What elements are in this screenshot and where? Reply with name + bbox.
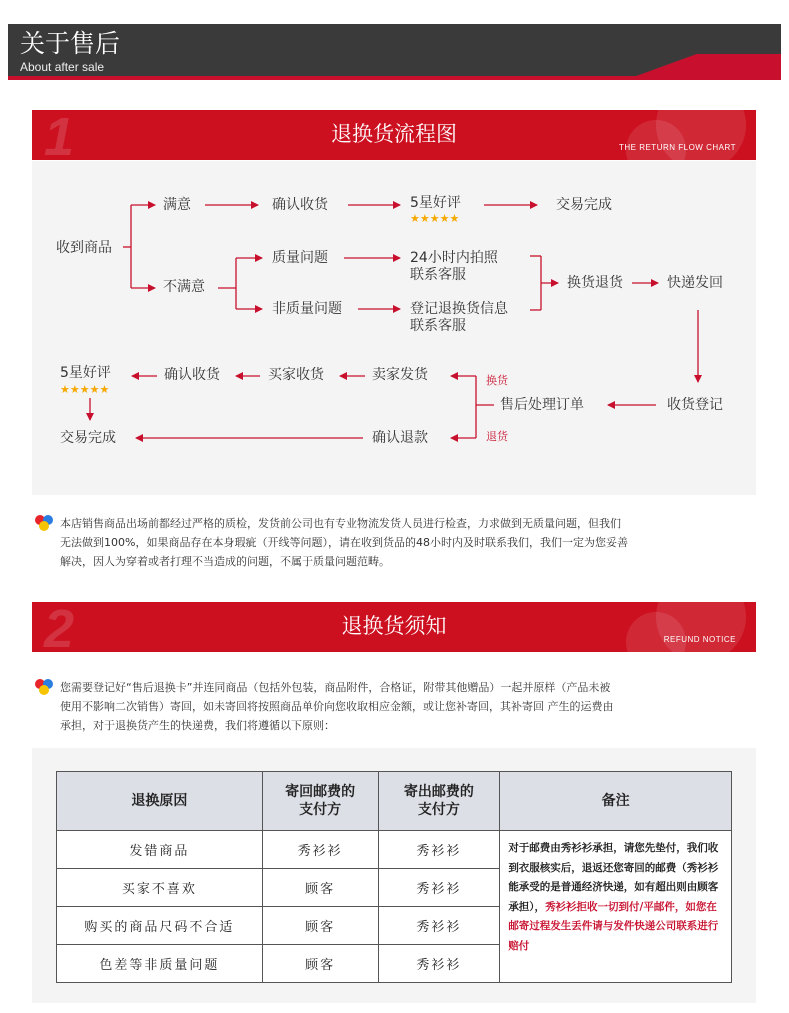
flow-node-express-back: 快递发回: [667, 275, 723, 291]
flow-node-quality-issue: 质量问题: [272, 250, 328, 266]
cell-reason: 色差等非质量问题: [57, 945, 263, 983]
quality-note-line: 本店销售商品出场前都经过严格的质检，发货前公司也有专业物流发货人员进行检查，力求做到无质量问题，但我们: [60, 517, 621, 530]
cell-return-payer: 秀衫衫: [262, 831, 378, 869]
cell-remark: [500, 831, 732, 983]
flow-node-non-quality-issue: 非质量问题: [272, 301, 342, 317]
color-dots-icon: [34, 514, 54, 532]
flow-node-receive-register: 收货登记: [667, 397, 723, 413]
cell-send-payer: 秀衫衫: [378, 907, 500, 945]
flow-node-exchange-return: 换货退货: [567, 275, 623, 291]
flow-tag-refund: 退货: [486, 430, 508, 443]
cell-send-payer: 秀衫衫: [378, 869, 500, 907]
page-subtitle: About after sale: [20, 60, 105, 74]
postage-table: [56, 771, 732, 983]
cell-send-payer: 秀衫衫: [378, 945, 500, 983]
flow-node-satisfied: 满意: [163, 197, 191, 213]
page-title: 关于售后: [20, 29, 121, 58]
flow-node-unsatisfied: 不满意: [163, 279, 205, 295]
flow-node-confirm-receipt-2: 确认收货: [164, 367, 220, 383]
return-card-note-line: 承担，对于退换货产生的快递费，我们将遵循以下原则：: [60, 719, 335, 732]
section-title: 退换货须知: [341, 614, 447, 638]
flow-node-register: 登记退换货信息: [410, 301, 508, 317]
header-send-fee: [378, 772, 500, 831]
header-return-fee: [262, 772, 378, 831]
quality-note-line: 无法做到100%，如果商品存在本身瑕疵（开线等问题），请在收到货品的48小时内及时联系我们，我们一定为您妥善: [60, 536, 628, 549]
flow-node-deal-done: 交易完成: [556, 197, 612, 213]
color-dots-icon: [34, 678, 54, 696]
table-row: [57, 831, 732, 869]
section-banner-notice: [32, 602, 756, 652]
cell-return-payer: 顾客: [262, 907, 378, 945]
flow-node-deal-done-2: 交易完成: [60, 430, 116, 446]
cell-reason: 购买的商品尺码不合适: [57, 907, 263, 945]
cell-send-payer: 秀衫衫: [378, 831, 500, 869]
section-number: 1: [44, 110, 75, 160]
cell-reason: 发错商品: [57, 831, 263, 869]
section-subtitle: REFUND NOTICE: [663, 635, 736, 644]
quality-note: [60, 514, 628, 571]
section-subtitle: THE RETURN FLOW CHART: [618, 143, 736, 152]
header-send-fee-line: 支付方: [417, 802, 460, 818]
flow-node-buyer-receive: 买家收货: [268, 367, 324, 383]
section-title: 退换货流程图: [331, 122, 457, 146]
header-send-fee-line: 寄出邮费的: [403, 784, 474, 800]
remark-text: 对于邮费由秀衫衫承担，请您先垫付，我们收到衣服核实后，退返还您寄回的邮费（秀衫衫能承受的是普通经济快递，如有超出则由顾客承担），: [508, 842, 719, 913]
cell-return-payer: 顾客: [262, 945, 378, 983]
header-return-fee-line: 寄回邮费的: [285, 784, 356, 800]
header-return-fee-line: 支付方: [299, 802, 342, 818]
flow-node-five-star: 5星好评: [410, 195, 461, 211]
header-reason: 退换原因: [57, 772, 263, 831]
flow-node-register-contact: 联系客服: [410, 318, 466, 334]
rating-stars: ★★★★★: [410, 212, 460, 225]
flow-node-receive: 收到商品: [56, 240, 112, 256]
cell-return-payer: 顾客: [262, 869, 378, 907]
flow-node-after-sale-order: 售后处理订单: [500, 397, 584, 413]
return-card-note-line: 使用不影响二次销售）寄回，如未寄回将按照商品单价向您收取相应金额，或让您补寄回，其补寄回 产生的运费由: [60, 700, 614, 713]
flow-node-photo: 24小时内拍照: [410, 250, 498, 266]
header-remark: 备注: [500, 772, 732, 831]
flow-node-seller-ship: 卖家发货: [372, 367, 428, 383]
cell-reason: 买家不喜欢: [57, 869, 263, 907]
section-number: 2: [44, 602, 75, 652]
flow-node-confirm-refund: 确认退款: [372, 430, 428, 446]
return-card-note: [60, 678, 614, 735]
flow-node-five-star-2: 5星好评: [60, 365, 111, 381]
quality-note-line: 解决，因人为穿着或者打理不当造成的问题，不属于质量问题范畴。: [60, 555, 390, 568]
table-header-row: [57, 772, 732, 831]
remark-warning: 秀衫衫拒收一切到付/平邮件，如您在邮寄过程发生丢件请与发件快递公司联系进行赔付: [508, 900, 719, 952]
rating-stars-2: ★★★★★: [60, 383, 110, 396]
flow-node-photo-contact: 联系客服: [410, 267, 466, 283]
return-card-note-line: 您需要登记好“售后退换卡”并连同商品（包括外包装，商品附件，合格证，附带其他赠品）一起并原样（产品未被: [60, 681, 611, 694]
flow-tag-exchange: 换货: [486, 374, 508, 387]
flow-node-confirm-receipt: 确认收货: [272, 197, 328, 213]
